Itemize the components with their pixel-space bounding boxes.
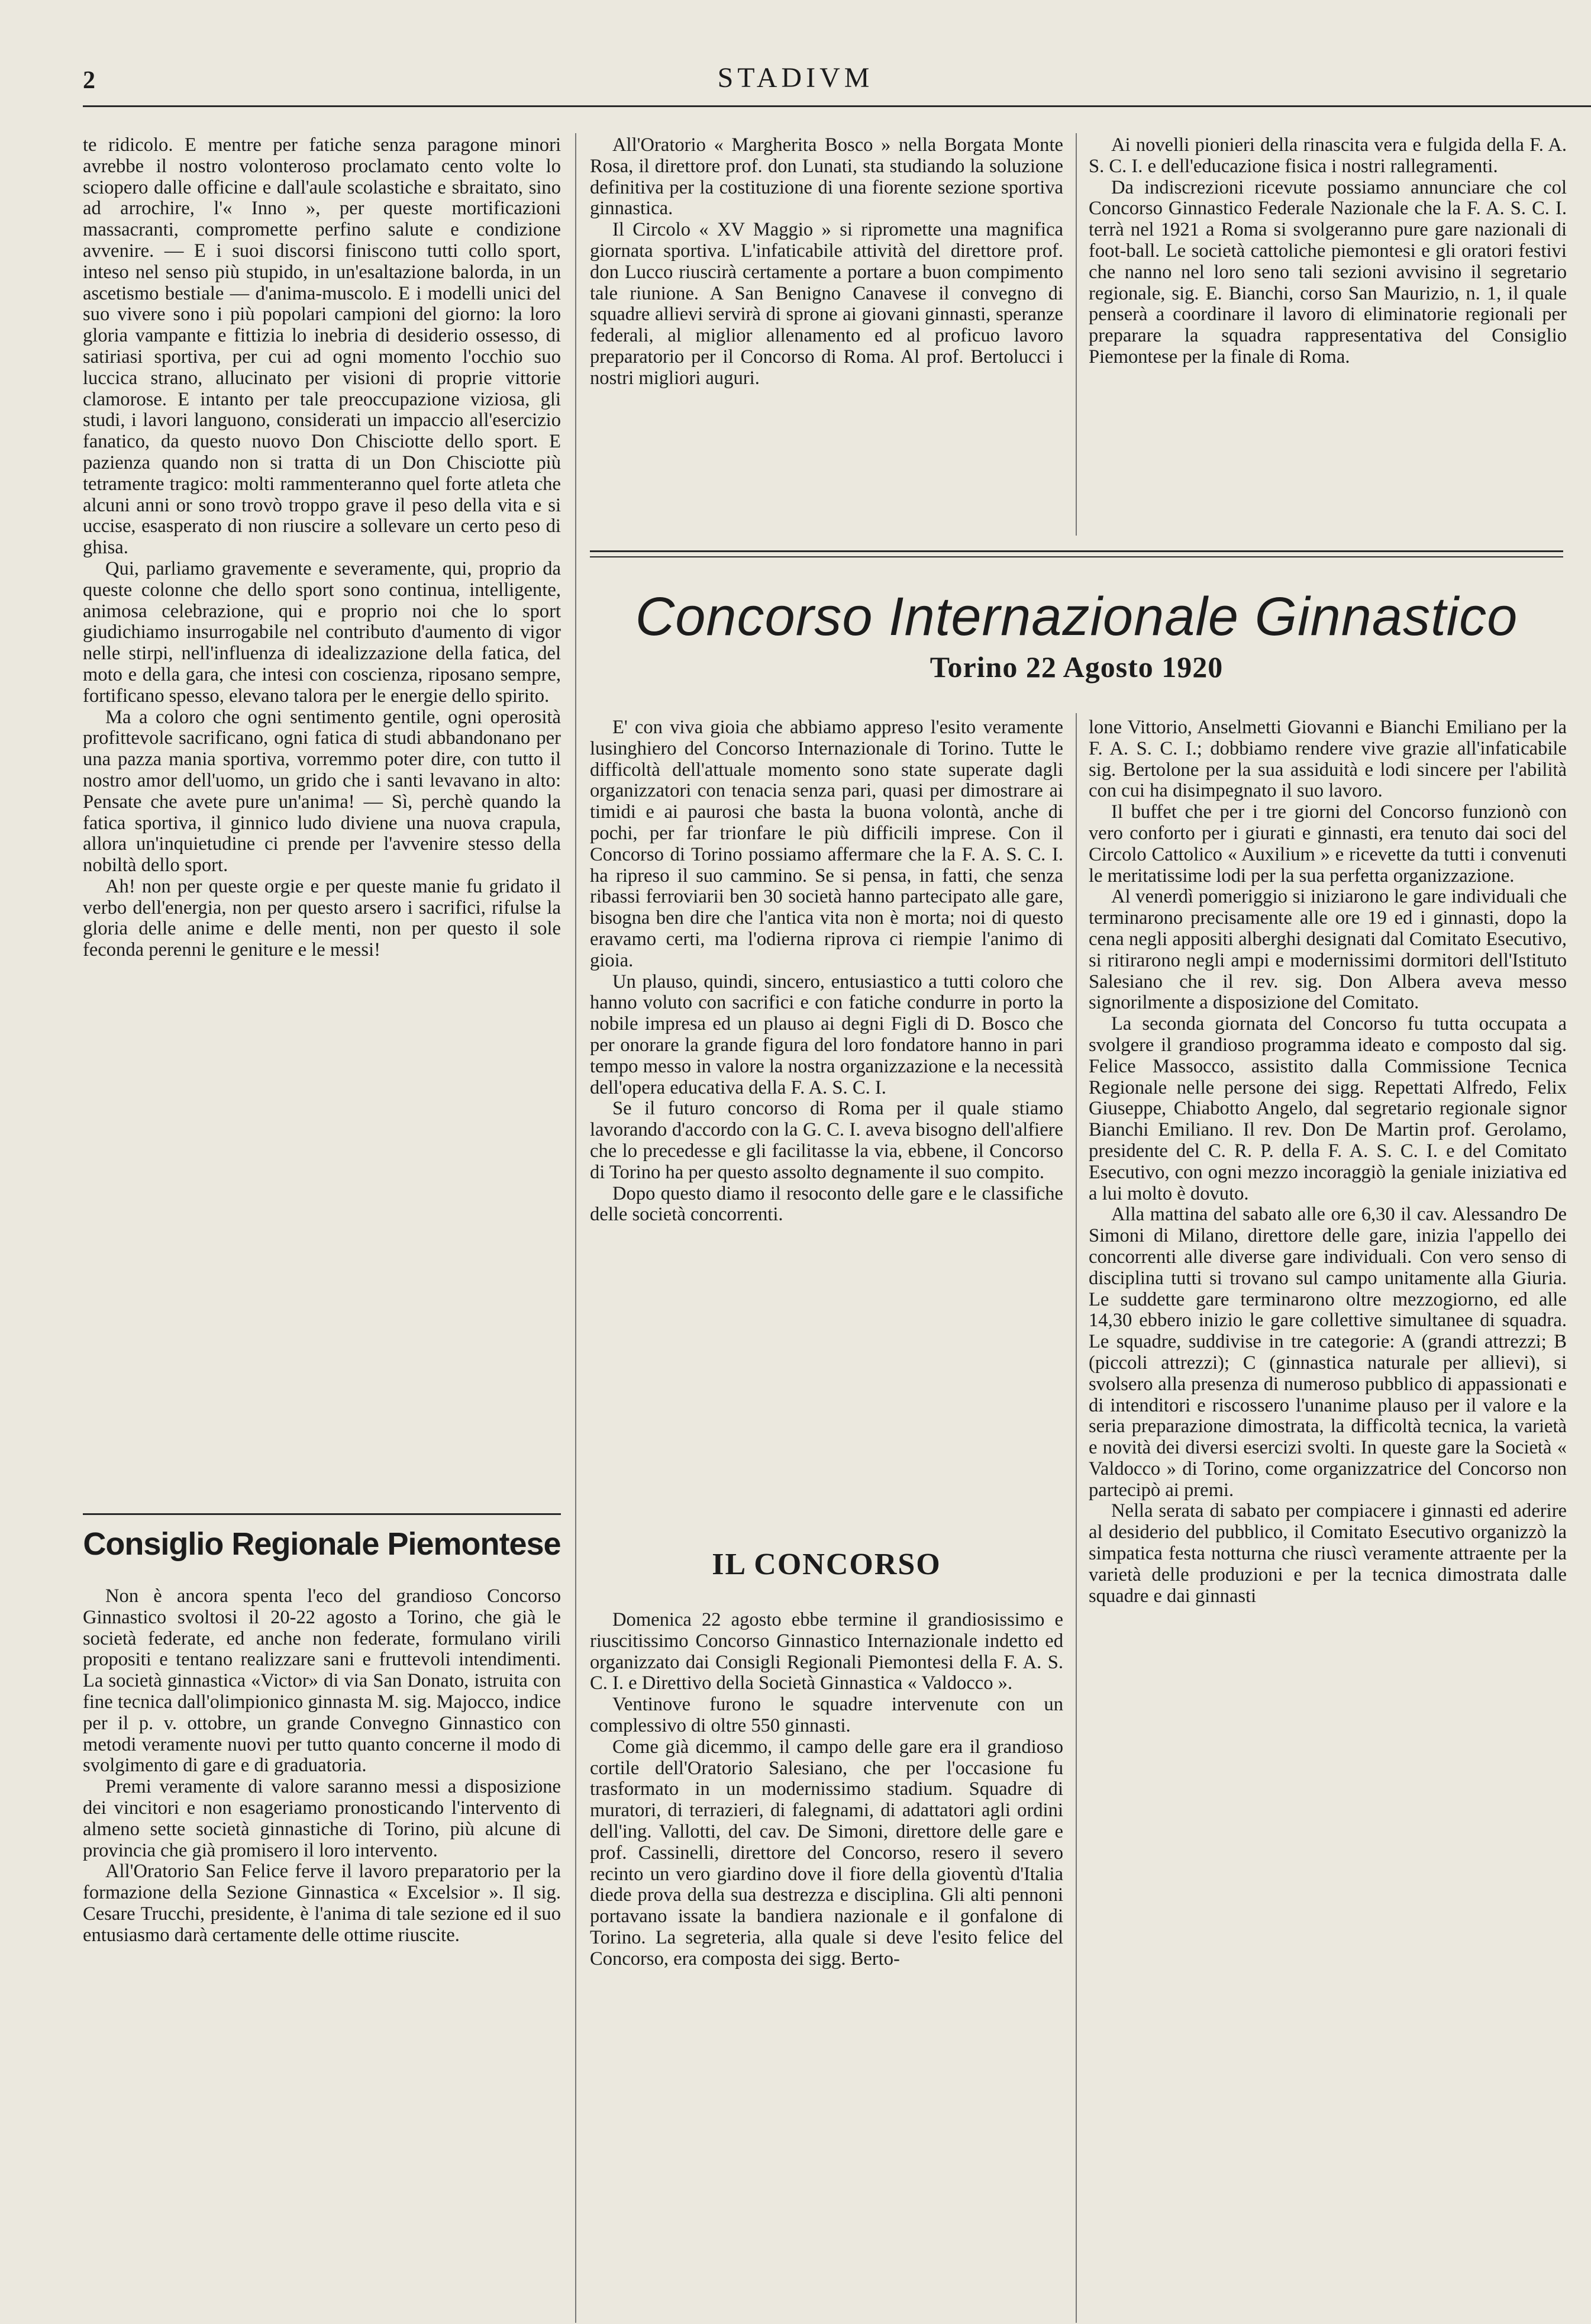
paragraph: Premi veramente di valore saranno messi a disposizione dei vincitori e non esageriamo pronosticando l'intervento di almeno sette società ginnastiche di Torino, più alcune di provincia che già promisero il loro intervento.: [83, 1776, 561, 1861]
concorso-headline: Concorso Internazionale Ginnastico: [635, 586, 1518, 647]
paragraph: Il buffet che per i tre giorni del Concorso funzionò con vero conforto per i giurati e ginnasti, era tenuto dai soci del Circolo Cattolico « Auxilium » e ricevette da tutti i convenuti le meritatissime lodi per la sua perfetta organizzazione.: [1089, 801, 1567, 887]
consiglio-article: [83, 1586, 561, 1946]
section-rule: [590, 550, 1563, 552]
masthead-rule: [83, 105, 1591, 107]
concorso-subtitle: Torino 22 Agosto 1920: [930, 650, 1224, 684]
section-rule: [590, 556, 1563, 557]
column-divider: [1076, 133, 1077, 536]
paragraph: Nella serata di sabato per compiacere i ginnasti ed aderire al desiderio del pubblico, il Comitato Esecutivo organizzò la simpatica festa notturna che riuscì veramente attraente per la varietà delle produzioni e per la tecnica dimostrata dalle squadre e dai ginnasti: [1089, 1500, 1567, 1607]
paragraph: Al venerdì pomeriggio si iniziarono le gare individuali che terminarono precisamente alle ore 19 ed i ginnasti, dopo la cena negli appositi alberghi designati dal Comitato Esecutivo, si ritirarono negli ampi e modernissimi dormitori dell'Istituto Salesiano che il rev. sig. Don Albera aveva messo signorilmente a disposizione del Comitato.: [1089, 886, 1567, 1014]
column-3: [1089, 135, 1567, 368]
il-concorso-headline: IL CONCORSO: [712, 1548, 941, 1581]
page-number: 2: [83, 67, 95, 94]
concorso-column-right: [1089, 717, 1567, 1607]
paragraph: Alla mattina del sabato alle ore 6,30 il cav. Alessandro De Simoni di Milano, direttore delle gare, inizia l'appello dei concorrenti alle diverse gare individuali. Con vero senso di disciplina tutti si trovano sul campo unitamente alla Giuria. Le suddette gare terminarono oltre mezzogiorno, ed alle 14,30 ebbero inizio le gare collettive simultanee di squadra. Le squadre, suddivise in tre categorie: A (grandi attrezzi; B (piccoli attrezzi); C (ginnastica naturale per allievi), si svolsero alla presenza di numeroso pubblico di appassionati e di intenditori e riscossero l'unanime plauso per il valore e la seria preparazione dimostrata, la difficoltà tecnica, la varietà e novità dei diversi esercizi svolti. In queste gare la Società « Valdocco » di Torino, come organizzatrice del Concorso non partecipò ai premi.: [1089, 1204, 1567, 1501]
paragraph: Ventinove furono le squadre intervenute con un complessivo di oltre 550 ginnasti.: [590, 1694, 1063, 1736]
paragraph: Ai novelli pionieri della rinascita vera e fulgida della F. A. S. C. I. e dell'educazione fisica i nostri rallegramenti.: [1089, 134, 1567, 177]
masthead: STADIVM: [717, 62, 874, 94]
paragraph: Il Circolo « XV Maggio » si ripromette una magnifica giornata sportiva. L'infaticabile attività del direttore prof. don Lucco riuscirà certamente a portare a buon compimento tale riunione. A San Benigno Canavese il convegno di squadre allievi servirà di sprone ai giovani ginnasti, speranze federali, al miglior allenamento ed al proficuo lavoro preparatorio per il Concorso di Roma. Al prof. Bertolucci i nostri migliori auguri.: [590, 219, 1063, 389]
consiglio-headline: Consiglio Regionale Piemontese: [83, 1526, 561, 1562]
column-divider: [575, 133, 576, 2323]
column-1: [83, 135, 561, 961]
paragraph: Domenica 22 agosto ebbe termine il grandiosissimo e riuscitissimo Concorso Ginnastico Internazionale indetto ed organizzato dai Consigli Regionali Piemontesi della F. A. S. C. I. e Direttivo della Società Ginnastica « Valdocco ».: [590, 1609, 1063, 1694]
paragraph: All'Oratorio « Margherita Bosco » nella Borgata Monte Rosa, il direttore prof. don Lunati, sta studiando la soluzione definitiva per la costituzione di una fiorente sezione sportiva ginnastica.: [590, 134, 1063, 220]
paragraph: lone Vittorio, Anselmetti Giovanni e Bianchi Emiliano per la F. A. S. C. I.; dobbiamo rendere vive grazie all'infaticabile sig. Bertolone per la sua assiduità e lodi sincere per l'abilità con cui ha disimpegnato il suo lavoro.: [1089, 717, 1567, 802]
paragraph: te ridicolo. E mentre per fatiche senza paragone minori avrebbe il nostro volonteroso proclamato cento volte lo sciopero dalle officine e dall'aule scolastiche e sbraitato, sino ad arrochire, l'« Inno », per queste mortificazioni massacranti, compromette perfino salute e condizione avvenire. — E i suoi discorsi finiscono tutti collo sport, inteso nel senso più stupido, in un'esaltazione balorda, in un ascetismo bestiale — d'anima-muscolo. E i modelli unici del suo vivere sono i più popolari campioni del giorno: la loro gloria vampante e fittizia lo inebria di desiderio ossesso, di satiriasi sportiva, per cui ad ogni momento l'occhio suo luccica strano, allucinato per visioni di proprie vittorie clamorose. E intanto per tale preoccupazione viziosa, gli studi, i lavori languono, considerati un impaccio all'esercizio fanatico, da questo nuovo Don Chisciotte dello sport. E pazienza quando non si tratta di un Don Chisciotte più tetramente tragico: molti rammenteranno quel forte atleta che alcuni anni or sono trovò troppo grave il peso della vita e si uccise, esasperato di non riuscire a sollevare un certo peso di ghisa.: [83, 134, 561, 559]
paragraph: La seconda giornata del Concorso fu tutta occupata a svolgere il grandioso programma ideato e composto dal sig. Felice Massocco, assistito dalla Commissione Tecnica Regionale nelle persone dei sigg. Repettati Alfredo, Felix Giuseppe, Chiabotto Angelo, dal segretario regionale signor Bianchi Emiliano. Il rev. Don De Martin prof. Gerolamo, presidente del C. R. P. della F. A. S. C. I. e del Comitato Esecutivo, con ogni mezzo incoraggiò la geniale iniziativa ed a lui molto è dovuto.: [1089, 1013, 1567, 1204]
paragraph: Come già dicemmo, il campo delle gare era il grandioso cortile dell'Oratorio Salesiano, che per l'occasione fu trasformato in un modernissimo stadium. Squadre di muratori, di terrazieri, di falegnami, di adattatori agli ordini dell'ing. Vallotti, del cav. De Simoni, direttore delle gare e prof. Cassinelli, direttore del Concorso, resero il severo recinto un vero giardino dove il fiore della gioventù d'Italia diede prova della sua destrezza e disciplina. Gli alti pennoni portavano issate la bandiera nazionale e il gonfalone di Torino. La segreteria, alla quale si deve l'esito felice del Concorso, era composta dei sigg. Berto-: [590, 1736, 1063, 1970]
paragraph: Da indiscrezioni ricevute possiamo annunciare che col Concorso Ginnastico Federale Nazionale che la F. A. S. C. I. terrà nel 1921 a Roma si svolgeranno pure gare nazionali di foot-ball. Le società cattoliche piemontesi e gli oratori festivi che nanno nel loro seno tali sezioni avvisino il segretario regionale, sig. E. Bianchi, corso San Maurizio, n. 1, il quale penserà a coordinare il lavoro di eliminatorie regionali per preparare la squadra rappresentativa del Consiglio Piemontese per la finale di Roma.: [1089, 176, 1567, 368]
paragraph: All'Oratorio San Felice ferve il lavoro preparatorio per la formazione della Sezione Ginnastica « Excelsior ». Il sig. Cesare Trucchi, presidente, è l'anima di tale sezione ed il suo entusiasmo darà certamente delle ottime riuscite.: [83, 1861, 561, 1946]
section-rule: [83, 1513, 561, 1515]
paragraph: Se il futuro concorso di Roma per il quale stiamo lavorando d'accordo con la G. C. I. aveva bisogno dell'alfiere che lo precedesse e gli facilitasse la via, ebbene, il Concorso di Torino ha per questo assolto degnamente il suo compito.: [590, 1098, 1063, 1183]
paragraph: Qui, parliamo gravemente e severamente, qui, proprio da queste colonne che dello sport sono continua, intelligente, animosa celebrazione, qui e proprio noi che lo sport giudichiamo insurrogabile nel contributo d'aumento di vigor nelle stirpi, nell'influenza di idealizzazione della fatica, del moto e della gara, che intesi con coscienza, riposano sempre, fortificano spesso, elevano talora per le energie dello spirito.: [83, 557, 561, 707]
paragraph: E' con viva gioia che abbiamo appreso l'esito veramente lusinghiero del Concorso Internazionale di Torino. Tutte le difficoltà dell'attuale momento sono state superate dagli organizzatori con tenacia senza pari, quasi per dimostrare ai timidi e ai paurosi che basta la buona volontà, anche di pochi, per far trionfare le più difficili imprese. Con il Concorso di Torino possiamo affermare che la F. A. S. C. I. ha ripreso il suo cammino. Se si pensa, in fatti, che senza ribassi ferroviarii ben 30 società hanno partecipato alle gare, bisogna ben dire che l'antica vita non è morta; noi di questo eravamo certi, ma l'odierna riprova ci riempie l'animo di gioia.: [590, 717, 1063, 971]
il-concorso-article: [590, 1610, 1063, 1970]
column-divider: [1076, 713, 1077, 2323]
paragraph: Ah! non per queste orgie e per queste manie fu gridato il verbo dell'energia, non per questo arsero i sacrifici, rifulse la gloria delle anime e delle menti, non per questo il sole feconda perenni le geniture e le messi!: [83, 875, 561, 961]
paragraph: Non è ancora spenta l'eco del grandioso Concorso Ginnastico svoltosi il 20-22 agosto a Torino, che già le società federate, ed anche non federate, formulano virili propositi e tentano realizzare sani e fruttevoli intendimenti. La società ginnastica «Victor» di via San Donato, istruita con fine tecnica dall'olimpionico ginnasta M. sig. Majocco, indice per il p. v. ottobre, un grande Convegno Ginnastico con metodi veramente nuovi per tutto quanto concerne il modo di svolgimento di gare e di graduatoria.: [83, 1585, 561, 1777]
paragraph: Un plauso, quindi, sincero, entusiastico a tutti coloro che hanno voluto con sacrifici e con fatiche condurre in porto la nobile impresa ed un plauso ai degni Figli di D. Bosco che per onorare la grande figura del loro fondatore hanno in pari tempo messo in valore la nostra organizzazione e la necessità dell'opera educativa della F. A. S. C. I.: [590, 971, 1063, 1098]
concorso-column-left: [590, 717, 1063, 1226]
paragraph: Ma a coloro che ogni sentimento gentile, ogni operosità profittevole sacrificano, ogni fatica di studi abbandonano per una pazza mania sportiva, vorremmo poter dire, con tutto il nostro amor dell'uomo, un grido che i santi levavano in alto: Pensate che avete pure un'anima! — Sì, perchè quando la fatica sportiva, il ginnico ludo diviene una nuova crapula, allora un'inquietudine ci prende per l'avvenire stesso della nobiltà dello sport.: [83, 706, 561, 876]
column-2: [590, 135, 1063, 389]
paragraph: Dopo questo diamo il resoconto delle gare e le classifiche delle società concorrenti.: [590, 1182, 1063, 1226]
